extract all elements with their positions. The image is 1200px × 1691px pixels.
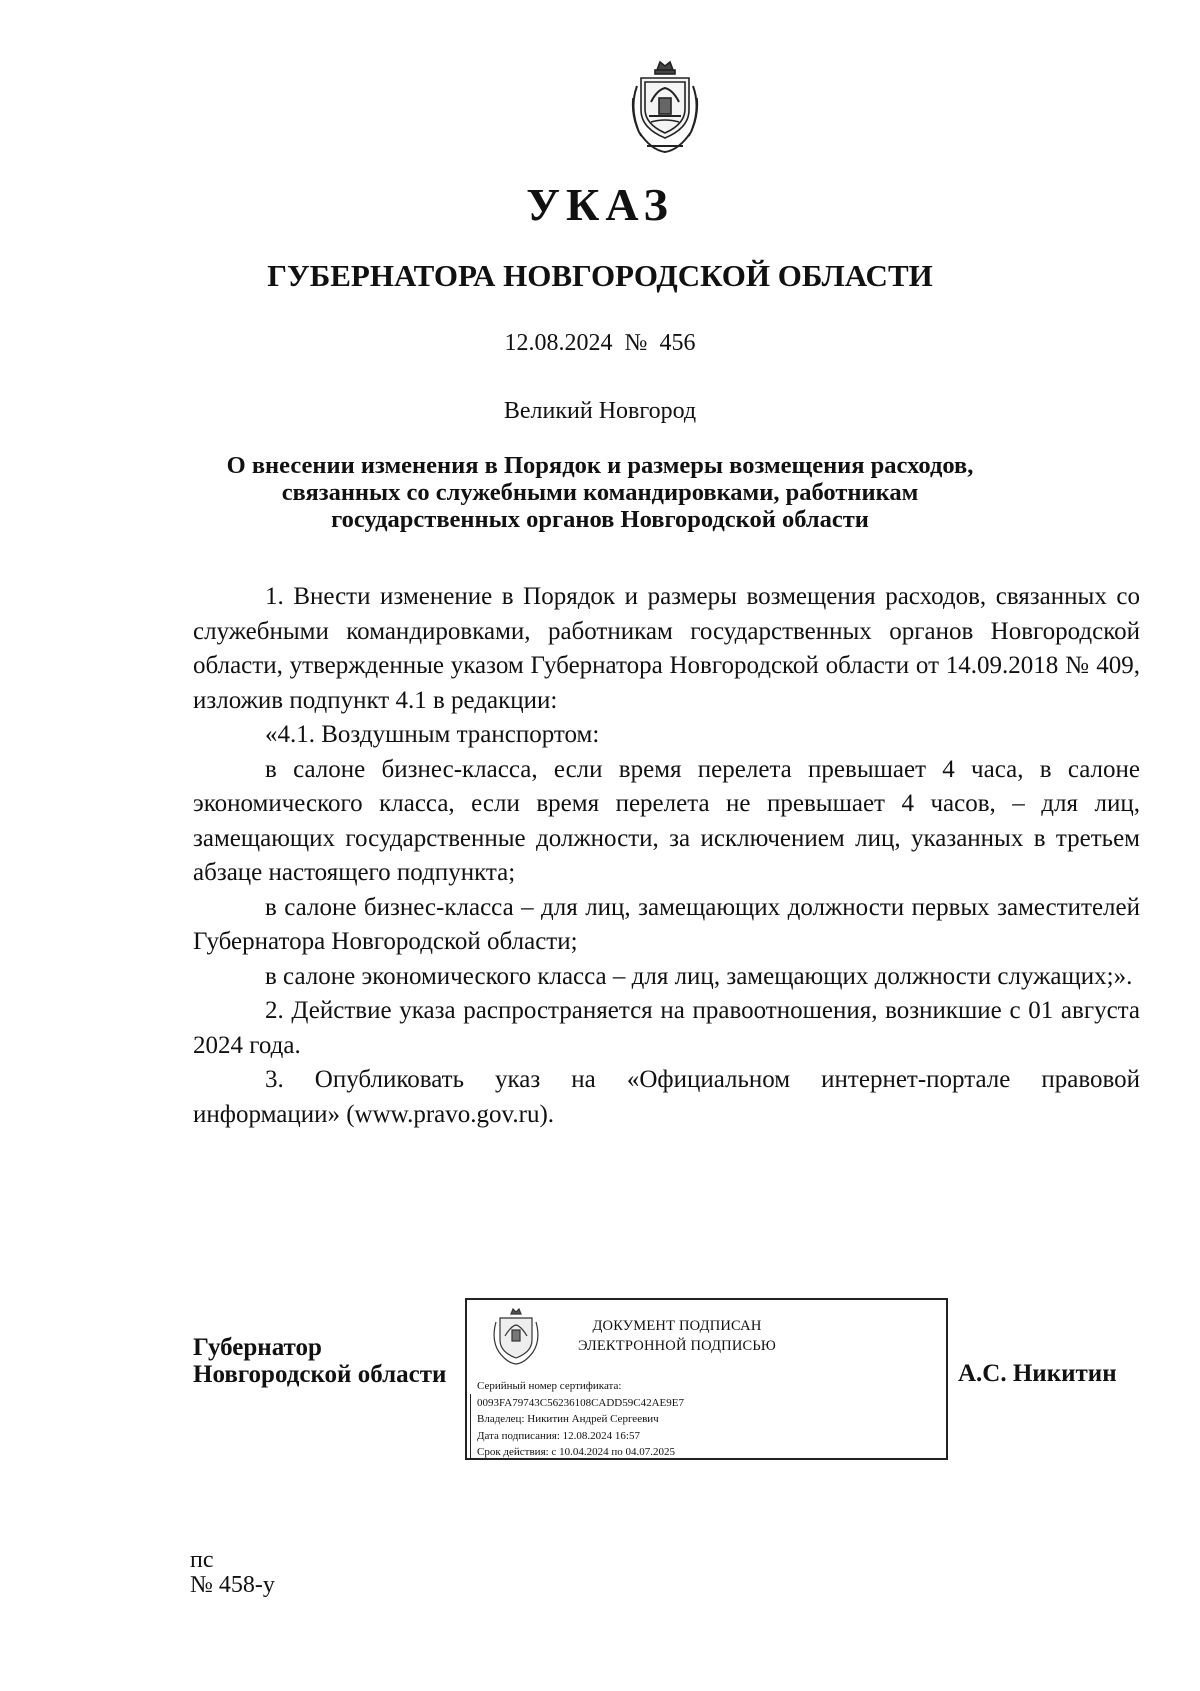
footer-number: № 458-у — [190, 1572, 275, 1598]
stamp-divider — [470, 1394, 475, 1458]
date-and-number: 12.08.2024 № 456 — [504, 330, 696, 356]
decree-body — [193, 580, 1140, 1132]
subject-line: О внесении изменения в Порядок и размеры возмещения расходов, — [226, 452, 974, 479]
position-line: Губернатор — [193, 1334, 322, 1361]
signatory-name: А.С. Никитин — [958, 1360, 1117, 1387]
stamp-coat-of-arms-icon — [491, 1308, 541, 1366]
body-paragraph: в салоне бизнес-класса, если время перелета превышает 4 часа, в салоне экономического класса, если время перелета не превышает 4 часов, – для лиц, замещающих государственные должности, за исключением лиц, указанных в третьем абзаце настоящего подпункта; — [193, 755, 1140, 886]
document-type-title: УКАЗ — [526, 179, 674, 230]
subject-line: государственных органов Новгородской области — [331, 506, 869, 533]
certificate-serial-value: 0093FA79743C56236108CADD59C42AE9E7 — [477, 1396, 684, 1409]
body-paragraph: 2. Действие указа распространяется на правоотношения, возникшие с 01 августа 2024 года. — [193, 997, 1140, 1059]
footer-code: пс — [190, 1547, 214, 1573]
electronic-signature-stamp — [465, 1298, 948, 1460]
coat-of-arms-icon — [627, 58, 703, 156]
position-line: Новгородской области — [193, 1361, 447, 1388]
body-paragraph: 1. Внести изменение в Порядок и размеры возмещения расходов, связанных со служебными командировками, работникам государственных органов Новгородской области, утвержденные указом Губернатора Новгородской области от 14.09.2018 № 409, изложив подпункт 4.1 в редакции: — [193, 583, 1140, 714]
certificate-serial-label: Серийный номер сертификата: — [477, 1380, 622, 1392]
signatory-position — [193, 1334, 446, 1388]
signing-date: Дата подписания: 12.08.2024 16:57 — [477, 1429, 640, 1442]
certificate-owner: Владелец: Никитин Андрей Сергеевич — [477, 1413, 659, 1425]
certificate-validity: Срок действия: с 10.04.2024 по 04.07.2025 — [477, 1446, 675, 1458]
body-paragraph: в салоне бизнес-класса – для лиц, замещающих должности первых заместителей Губернатора Новгородской области; — [193, 893, 1140, 955]
decree-subject — [0, 452, 1200, 533]
body-paragraph: «4.1. Воздушным транспортом: — [265, 721, 600, 748]
body-paragraph: 3. Опубликовать указ на «Официальном интернет-портале правовой информации» (www.pravo.gov.ru). — [193, 1066, 1140, 1128]
issuer-title: ГУБЕРНАТОРА НОВГОРОДСКОЙ ОБЛАСТИ — [267, 258, 933, 293]
stamp-heading — [547, 1316, 807, 1356]
document-footer — [190, 1548, 275, 1598]
subject-line: связанных со служебными командировками, работникам — [281, 479, 919, 506]
certificate-details — [477, 1378, 684, 1461]
body-paragraph: в салоне экономического класса – для лиц, замещающих должности служащих;». — [265, 962, 1133, 990]
stamp-heading-line: ДОКУМЕНТ ПОДПИСАН — [592, 1318, 762, 1334]
place-of-issue: Великий Новгород — [503, 398, 697, 424]
stamp-heading-line: ЭЛЕКТРОННОЙ ПОДПИСЬЮ — [577, 1338, 777, 1354]
